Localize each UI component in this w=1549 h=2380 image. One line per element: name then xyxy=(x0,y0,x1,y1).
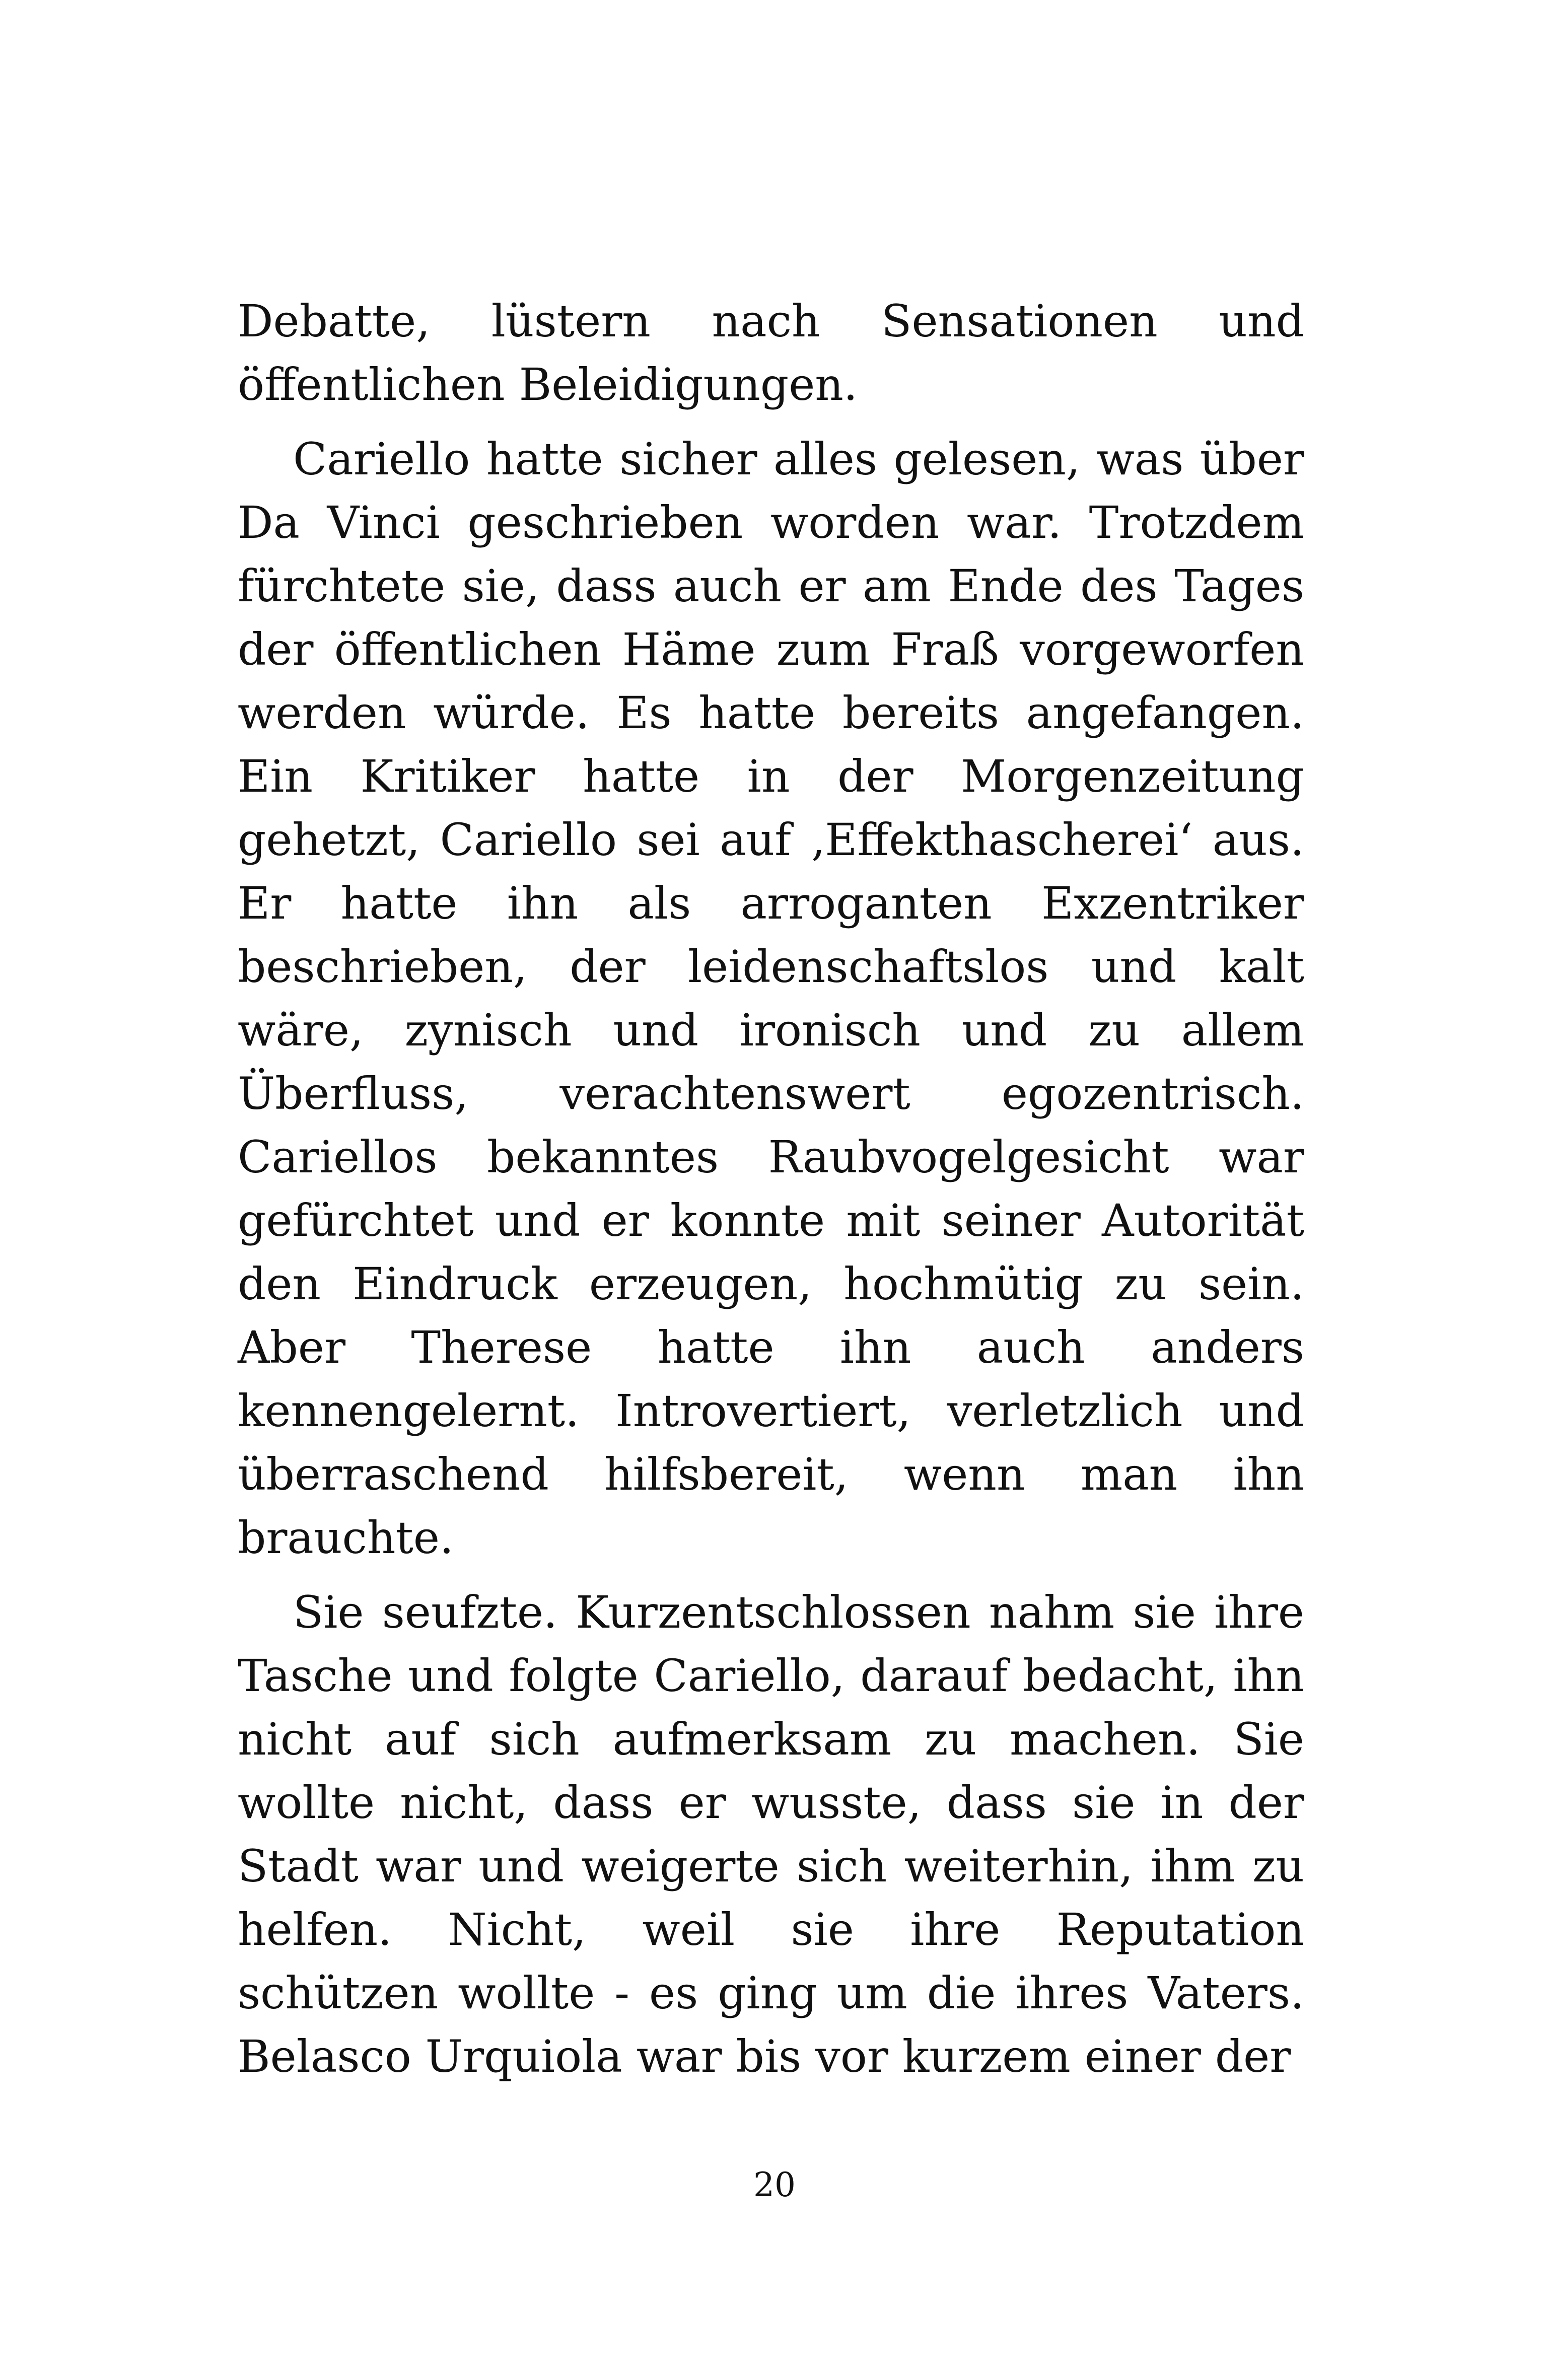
paragraph-3: Sie seufzte. Kurzentschlossen nahm sie ihre Tasche und folgte Cariello, darauf bedacht, ihn nicht auf sich aufmerksam zu machen. Sie wollte nicht, dass er wusste, dass sie in der Stadt war und weigerte sich weiterhin, ihm zu helfen. Nicht, weil sie ihre Reputation schützen wollte - es ging um die ihres Vaters. Belasco Urquiola war bis vor kurzem einer der xyxy=(238,1586,1304,2082)
page-number: 20 xyxy=(753,2165,796,2204)
paragraph-1: Debatte, lüstern nach Sensationen und öffentlichen Beleidigungen. xyxy=(238,295,1304,410)
body-text xyxy=(238,290,1304,2088)
paragraph-2: Cariello hatte sicher alles gelesen, was über Da Vinci geschrieben worden war. Trotzdem fürchtete sie, dass auch er am Ende des Tages der öffentlichen Häme zum Fraß vorgeworfen werden würde. Es hatte bereits angefangen. Ein Kritiker hatte in der Morgenzeitung gehetzt, Cariello sei auf ‚Effekthascherei‘ aus. Er hatte ihn als arroganten Exzentriker beschrieben, der leidenschaftslos und kalt wäre, zynisch und ironisch und zu allem Überfluss, verachtenswert egozentrisch. Cariellos bekanntes Raubvogelgesicht war gefürchtet und er konnte mit seiner Autorität den Eindruck erzeugen, hochmütig zu sein. Aber Therese hatte ihn auch anders kennengelernt. Introvertiert, verletzlich und überraschend hilfsbereit, wenn man ihn brauchte. xyxy=(238,433,1304,1564)
